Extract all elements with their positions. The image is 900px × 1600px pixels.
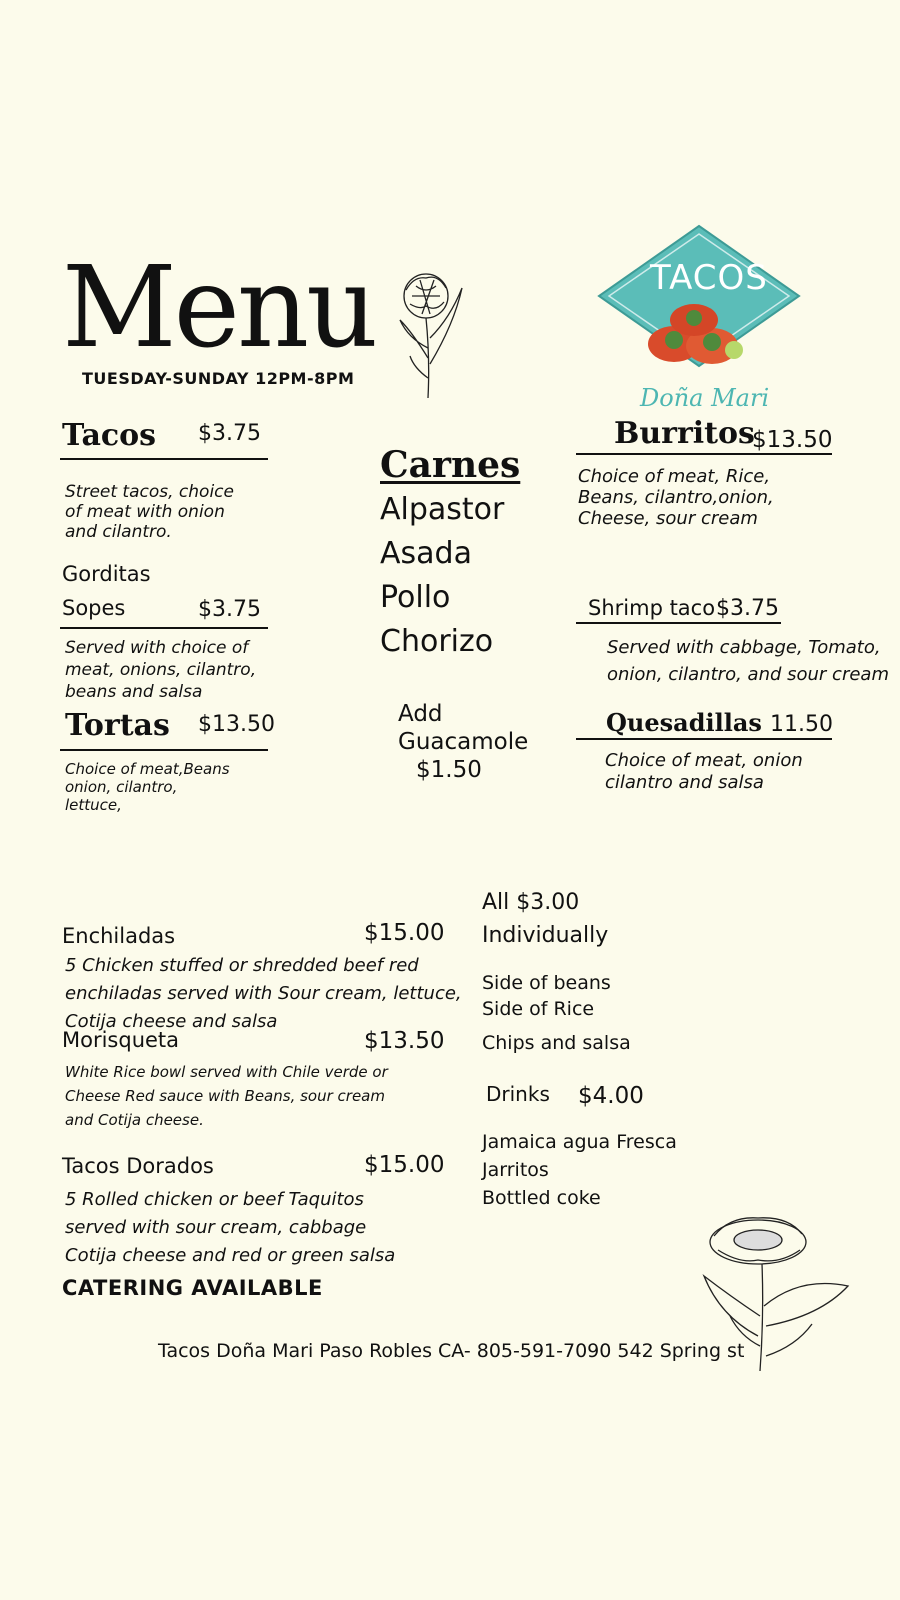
drinks-list <box>482 1128 677 1212</box>
side-rice: Side of Rice <box>482 998 595 1020</box>
quesadillas-title: Quesadillas <box>606 708 762 737</box>
gorditas-title: Gorditas <box>62 562 151 586</box>
shrimp-taco-description: Served with cabbage, Tomato, onion, cilantro, and sour cream <box>607 637 889 685</box>
menu-title: Menu <box>62 243 376 373</box>
tacos-dorados-price: $15.00 <box>364 1152 445 1178</box>
carnes-list <box>380 488 504 664</box>
meat-alpastor: Alpastor <box>380 492 505 527</box>
side-chips: Chips and salsa <box>482 1032 631 1054</box>
meat-chorizo: Chorizo <box>380 624 494 659</box>
shrimp-taco-price: $3.75 <box>716 596 779 621</box>
sides-list <box>482 970 631 1056</box>
catering-available: CATERING AVAILABLE <box>62 1276 323 1300</box>
morisqueta-title: Morisqueta <box>62 1028 180 1052</box>
shrimp-taco-title: Shrimp taco <box>588 596 716 620</box>
tacos-dorados-description: 5 Rolled chicken or beef Taquitos served with sour cream, cabbage Cotija cheese and red or green salsa <box>65 1189 396 1266</box>
drinks-price: $4.00 <box>578 1083 644 1109</box>
carnation-flower-illustration <box>390 268 470 408</box>
tortas-description: Choice of meat,Beans onion, cilantro, lettuce, <box>65 760 230 814</box>
quesadillas-underline <box>576 738 832 740</box>
guacamole-addon: Add Guacamole $1.50 <box>398 701 529 783</box>
burritos-description: Choice of meat, Rice, Beans, cilantro,onion, Cheese, sour cream <box>578 466 774 529</box>
meat-pollo: Pollo <box>380 580 451 615</box>
morisqueta-price: $13.50 <box>364 1028 445 1054</box>
tacos-description: Street tacos, choice of meat with onion and cilantro. <box>65 482 234 542</box>
drinks-title: Drinks <box>486 1082 550 1106</box>
sides-heading: All $3.00 Individually <box>482 890 609 948</box>
drink-jamaica: Jamaica agua Fresca <box>482 1131 677 1153</box>
sopes-underline <box>60 627 268 629</box>
burritos-price: $13.50 <box>752 427 833 453</box>
tortas-price: $13.50 <box>198 712 275 737</box>
side-beans: Side of beans <box>482 972 611 994</box>
enchiladas-price: $15.00 <box>364 920 445 946</box>
burritos-underline <box>576 453 832 455</box>
enchiladas-description: 5 Chicken stuffed or shredded beef red enchiladas served with Sour cream, lettuce, Cotija cheese and salsa <box>65 955 462 1032</box>
sopes-description: Served with choice of meat, onions, cilantro, beans and salsa <box>65 638 257 702</box>
drink-jarritos: Jarritos <box>482 1159 549 1181</box>
sopes-title: Sopes <box>62 596 126 620</box>
tacos-underline <box>60 458 268 460</box>
tacos-price: $3.75 <box>198 421 261 446</box>
tortas-title: Tortas <box>65 708 170 743</box>
logo-badge-text: TACOS <box>650 258 768 298</box>
burritos-title: Burritos <box>614 416 755 451</box>
hours-text: TUESDAY-SUNDAY 12PM-8PM <box>82 369 355 388</box>
morisqueta-description: White Rice bowl served with Chile verde or Cheese Red sauce with Beans, sour cream and Cotija cheese. <box>65 1063 388 1129</box>
enchiladas-title: Enchiladas <box>62 924 176 948</box>
logo-script-name: Doña Mari <box>640 384 770 412</box>
quesadillas-price: 11.50 <box>770 712 833 737</box>
footer-contact: Tacos Doña Mari Paso Robles CA- 805-591-7090 542 Spring st <box>158 1340 745 1362</box>
tacos-dorados-title: Tacos Dorados <box>62 1154 214 1178</box>
carnes-heading: Carnes <box>380 444 521 486</box>
meat-asada: Asada <box>380 536 472 571</box>
shrimp-taco-underline <box>576 622 781 624</box>
quesadillas-description: Choice of meat, onion cilantro and salsa <box>605 750 803 793</box>
sopes-price: $3.75 <box>198 597 261 622</box>
drink-coke: Bottled coke <box>482 1187 601 1209</box>
tacos-title: Tacos <box>62 418 157 453</box>
tortas-underline <box>60 749 268 751</box>
